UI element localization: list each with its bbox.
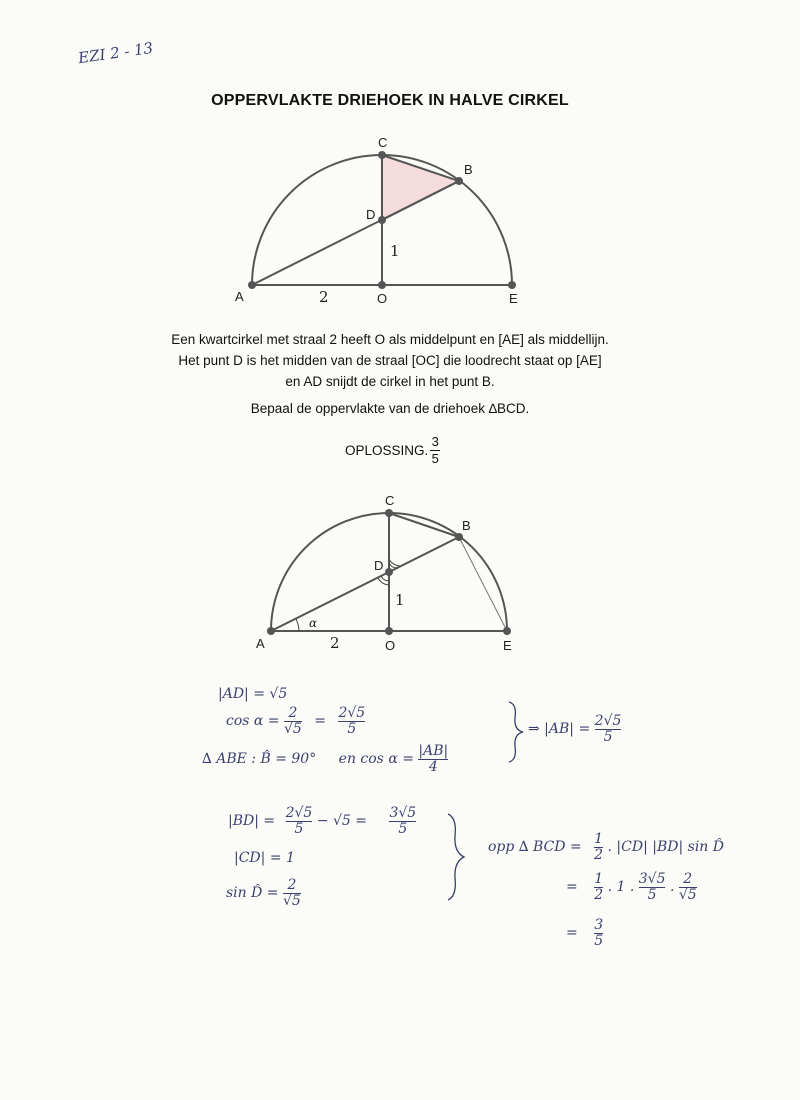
label-c-2: C (385, 493, 395, 508)
hw-ab-lhs: ⇒ |AB| = (528, 721, 591, 738)
point-c (378, 151, 386, 159)
label-o: O (377, 291, 388, 306)
problem-statement (0, 329, 780, 392)
label-d: D (366, 207, 376, 222)
solution-answer (345, 434, 440, 467)
corner-note: EZI 2 - 13 (77, 38, 155, 68)
point-a (248, 281, 256, 289)
hw-l2-mid: . 1 . (607, 879, 635, 896)
hw-ab-frac: $\frac{2√5}{5}$ (594, 713, 622, 745)
statement-line-2: Het punt D is het midden van de straal [OC] die loodrecht staat op [AE] (178, 353, 602, 368)
segment-cb-2 (389, 513, 459, 537)
hw-l2-frac-2: $\frac{2}{√5}$ (678, 871, 697, 903)
point-o-2 (385, 627, 393, 635)
point-o (378, 281, 386, 289)
hw-cos-line (226, 706, 365, 736)
hw-bd-mid: − √5 = (316, 813, 367, 830)
label-d-2: D (374, 558, 384, 573)
solution-label: OPLOSSING. (345, 443, 429, 458)
question: Bepaal de oppervlakte van de driehoek ∆BCD. (250, 401, 530, 416)
hw-opp-line-1 (488, 832, 724, 862)
segment-ab-2 (271, 537, 459, 631)
label-a-2: A (256, 636, 265, 651)
length-ao-2: 2 (330, 634, 340, 652)
hw-l2-half: $\frac{1}{2}$ (594, 871, 604, 903)
solution-numerator: 3 (431, 434, 439, 449)
figure-2 (250, 490, 530, 660)
hw-abe-lhs: ∆ ABE : B̂ = 90° (202, 751, 317, 768)
hw-cos-frac-2: $\frac{2√5}{5}$ (338, 705, 366, 737)
label-o-2: O (385, 638, 396, 653)
label-e: E (509, 291, 518, 306)
length-do-2: 1 (395, 591, 405, 609)
hw-l2-dot: . (669, 879, 675, 896)
hw-l2-eq: = (566, 879, 578, 896)
hw-opp-half: $\frac{1}{2}$ (594, 831, 604, 863)
hw-bd-lhs: |BD| = (228, 813, 276, 830)
angle-d-arc-bottom-1 (381, 576, 389, 581)
hw-bd-frac-1: $\frac{2√5}{5}$ (285, 805, 313, 837)
statement-line-1: Een kwartcirkel met straal 2 heeft O als middelpunt en [AE] als middellijn. (171, 332, 609, 347)
solution-fraction (430, 434, 440, 467)
label-c: C (378, 135, 388, 150)
angle-alpha-arc (296, 619, 299, 631)
hw-cd: |CD| = 1 (234, 850, 295, 866)
hw-ab-line (528, 714, 621, 744)
point-d-2 (385, 568, 393, 576)
label-e-2: E (503, 638, 512, 653)
hw-cos-frac-1: $\frac{2}{√5}$ (284, 705, 302, 737)
point-c-2 (385, 509, 393, 517)
segment-be-2 (459, 537, 507, 631)
point-b (455, 177, 463, 185)
hw-l3-eq: = (566, 925, 578, 942)
point-b-2 (455, 533, 463, 541)
point-e (508, 281, 516, 289)
hw-cos-lhs: cos α = (226, 713, 280, 730)
hw-abe-line (202, 744, 448, 774)
length-do: 1 (390, 242, 400, 260)
hw-bd-frac-2: $\frac{3√5}{5}$ (389, 805, 417, 837)
figure-1 (220, 128, 540, 313)
hw-l2-frac-1: $\frac{3√5}{5}$ (638, 871, 666, 903)
hw-l3-frac: $\frac{3}{5}$ (594, 917, 604, 949)
label-a: A (235, 289, 244, 304)
statement-line-3: en AD snijdt de cirkel in het punt B. (285, 374, 495, 389)
segment-ab (252, 181, 459, 285)
angle-alpha-label: α (309, 616, 318, 630)
point-d (378, 216, 386, 224)
hw-sin-frac: $\frac{2}{√5}$ (283, 877, 301, 909)
hw-opp-lhs: opp ∆ BCD = (488, 839, 582, 856)
hw-abe-mid: en cos α = (338, 751, 414, 768)
label-b-2: B (462, 518, 471, 533)
point-e-2 (503, 627, 511, 635)
hw-opp-rest: . |CD| |BD| sin D̂ (607, 839, 725, 856)
hw-ad: |AD| = √5 (218, 686, 288, 702)
brace-1 (505, 700, 529, 764)
length-ao: 2 (319, 288, 329, 306)
solution-denominator: 5 (431, 451, 439, 466)
label-b: B (464, 162, 473, 177)
hw-abe-frac: $\frac{|AB|}{4}$ (418, 743, 449, 775)
brace-2 (444, 812, 470, 902)
hw-sin-lhs: sin D̂ = (226, 885, 279, 902)
hw-opp-line-3 (566, 918, 603, 948)
hw-sin-line (226, 878, 301, 908)
point-a-2 (267, 627, 275, 635)
hw-bd-line (228, 806, 416, 836)
hw-cos-eq: = (314, 713, 327, 730)
page-title: OPPERVLAKTE DRIEHOEK IN HALVE CIRKEL (211, 92, 569, 109)
hw-opp-line-2 (566, 872, 697, 902)
